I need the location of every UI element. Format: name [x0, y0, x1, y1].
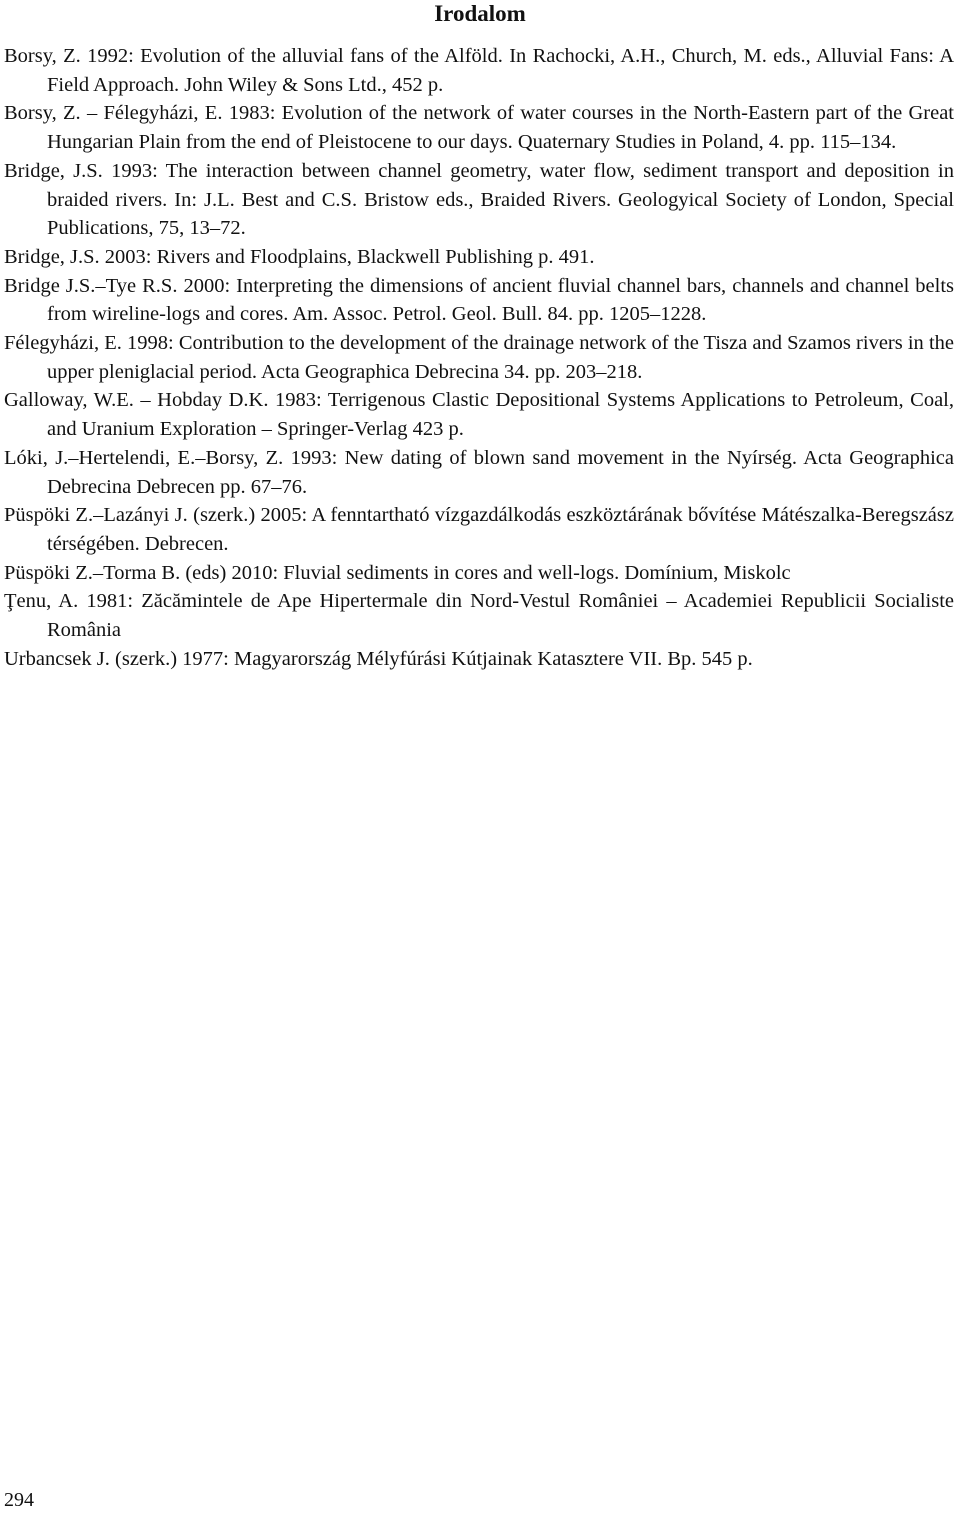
- reference-item: Galloway, W.E. – Hobday D.K. 1983: Terrigenous Clastic Depositional Systems Applications to Petroleum, Coal, and Uranium Exploration – Springer-Verlag 423 p.: [4, 389, 954, 441]
- page-title: Irodalom: [434, 1, 526, 26]
- reference-item: Bridge, J.S. 2003: Rivers and Floodplains, Blackwell Publishing p. 491.: [4, 245, 595, 268]
- reference-item: Borsy, Z. – Félegyházi, E. 1983: Evolution of the network of water courses in the North-Eastern part of the Great Hungarian Plain from the end of Pleistocene to our days. Quaternary Studies in Poland, 4. pp. 115–134.: [4, 102, 954, 154]
- reference-item: Püspöki Z.–Lazányi J. (szerk.) 2005: A fenntartható vízgazdálkodás eszköztárának bővítése Mátészalka-Beregszász térségében. Debrecen.: [4, 504, 954, 555]
- reference-item: Ţenu, A. 1981: Zăcămintele de Ape Hipertermale din Nord-Vestul României – Academiei Republicii Socialiste România: [4, 590, 954, 642]
- reference-item: Bridge, J.S. 1993: The interaction between channel geometry, water flow, sediment transport and deposition in braided rivers. In: J.L. Best and C.S. Bristow eds., Braided Rivers. Geologyical Society of London, Special Publications, 75, 13–72.: [4, 159, 954, 240]
- reference-item: Püspöki Z.–Torma B. (eds) 2010: Fluvial sediments in cores and well-logs. Domínium, Miskolc: [4, 561, 791, 584]
- reference-item: Bridge J.S.–Tye R.S. 2000: Interpreting the dimensions of ancient fluvial channel bars, channels and channel belts from wireline-logs and cores. Am. Assoc. Petrol. Geol. Bull. 84. pp. 1205–1228.: [4, 274, 954, 326]
- page-number: 294: [4, 1489, 34, 1511]
- reference-item: Félegyházi, E. 1998: Contribution to the development of the drainage network of the Tisza and Szamos rivers in the upper pleniglacial period. Acta Geographica Debrecina 34. pp. 203–218.: [4, 332, 954, 383]
- reference-item: Lóki, J.–Hertelendi, E.–Borsy, Z. 1993: New dating of blown sand movement in the Nyírség. Acta Geographica Debrecina Debrecen pp. 67–76.: [4, 446, 954, 498]
- reference-list: [4, 42, 954, 673]
- reference-item: Borsy, Z. 1992: Evolution of the alluvial fans of the Alföld. In Rachocki, A.H., Church, M. eds., Alluvial Fans: A Field Approach. John Wiley & Sons Ltd., 452 p.: [4, 45, 954, 96]
- reference-item: Urbancsek J. (szerk.) 1977: Magyarország Mélyfúrási Kútjainak Katasztere VII. Bp. 545 p.: [4, 647, 753, 670]
